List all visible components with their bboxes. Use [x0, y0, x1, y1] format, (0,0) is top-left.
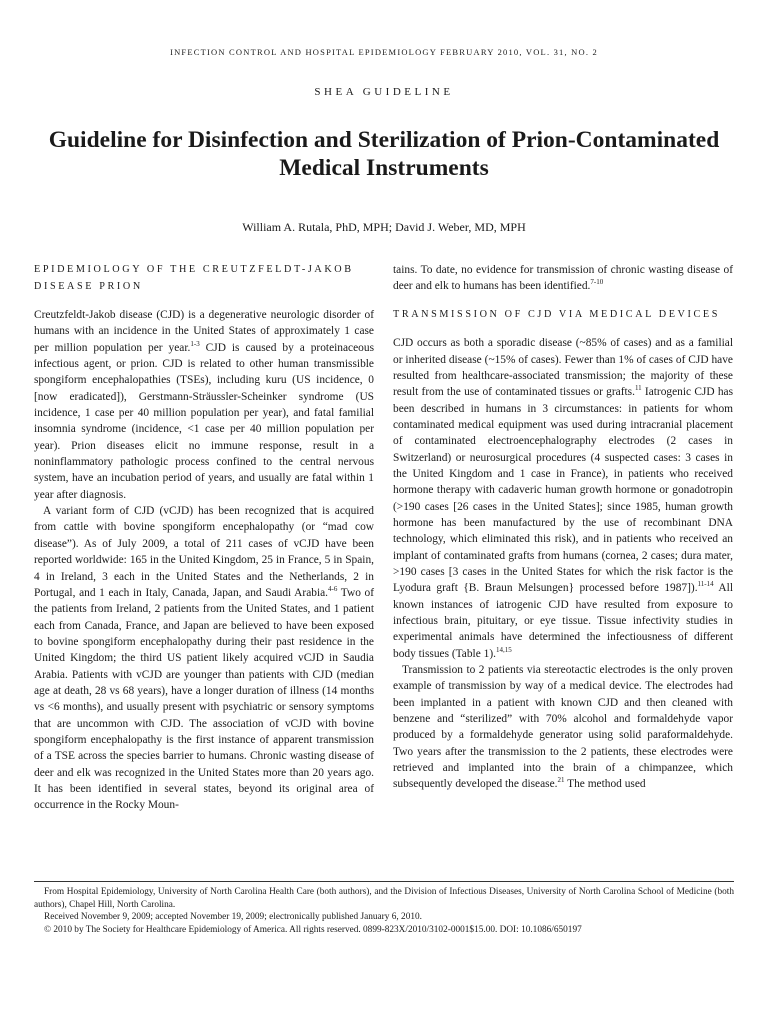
- body-paragraph: [34, 307, 374, 503]
- reference-superscript: 4-6: [328, 584, 338, 593]
- reference-superscript: 7-10: [590, 278, 604, 287]
- footnote-divider: [34, 881, 734, 882]
- paragraph-text: Transmission to 2 patients via stereotactic electrodes is the only proven example of transmission by way of a medical device. The electrodes had been implanted in a patient with known CJD and then cleaned with benzene and “sterilized” with 70% alcohol and formaldehyde vapor produced by a formaldehyde generator using solid paraformaldehyde. Two years after the transmission to the 2 patients, these electrodes were retrieved and implanted into the brain of a chimpanzee, which subsequently developed the disease.: [393, 664, 733, 791]
- paragraph-text: All known instances of iatrogenic CJD have resulted from exposure to infectious brain, pituitary, or eye tissue. Tissue infectivity studies in experimental animals have determined the infectiousness of different body tissues (Table 1).: [393, 582, 733, 660]
- reference-superscript: 11: [634, 384, 642, 393]
- paragraph-text: The method used: [564, 778, 646, 791]
- paragraph-text: A variant form of CJD (vCJD) has been recognized that is acquired from cattle with bovine spongiform encephalopathy (or “mad cow disease”). As of July 2009, a total of 211 cases of vCJD have been reported worldwide: 165 in the United Kingdom, 25 in France, 5 in Spain, 4 in Ireland, 3 each in the United States and the Netherlands, 2 in Portugal, and 1 each in Italy, Canada, Japan, and Saudi Arabia.: [34, 505, 374, 599]
- paragraph-text: Iatrogenic CJD has been described in humans in 3 circumstances: in patients for whom contaminated medical equipment was used during intracranial placement of contaminated electroencephalography electrodes (2 cases in Switzerland) or neurosurgical procedures (4 suspected cases: 3 cases in the United Kingdom and 1 case in France), in patients who received hormone therapy with cadaveric human growth hormone or gonadotropin (>190 cases [26 cases in the United States]; since 1985, human growth hormone has been manufactured by the use of recombinant DNA technology, which eliminated this risk), and in patients who received an implant of contaminated grafts from humans (cornea, 2 cases; dura mater, >190 cases [3 cases in the United States for which the risk factor is the Lyodura graft {B. Braun Melsungen} processed before 1987]).: [393, 386, 734, 595]
- paragraph-text: CJD occurs as both a sporadic disease (~85% of cases) and as a familial or inherited disease (~15% of cases). Fewer than 1% of cases of CJD have resulted from healthcare-associated transmission; the majority of these result from the use of contaminated tissues or grafts.: [393, 337, 733, 399]
- footnote-copyright: © 2010 by The Society for Healthcare Epidemiology of America. All rights reserved. 0899-823X/2010/3102-0001$15.00. DOI: 10.1086/650197: [44, 924, 582, 935]
- reference-superscript: 14,15: [495, 645, 512, 654]
- reference-superscript: 11-14: [697, 580, 714, 589]
- right-column: [393, 262, 733, 793]
- body-paragraph: [393, 662, 733, 793]
- footnotes: [34, 886, 734, 936]
- author-line: William A. Rutala, PhD, MPH; David J. Weber, MD, MPH: [242, 220, 526, 234]
- paragraph-text: Two of the patients from Ireland, 2 patients from the United States, and 1 patient each from Canada, France, and Japan are believed to have been exposed to bovine spongiform encephalopathy during their past residence in the United Kingdom; the third US patient likely acquired vCJD in Saudia Arabia. Patients with vCJD are younger than patients with CJD (median age at death, 28 vs 68 years), have a longer duration of illness (14 months vs <6 months), and usually present with psychiatric or sensory symptoms that are uncommon with CJD. The association of vCJD with bovine spongiform encephalopathy is the first instance of apparent transmission of a TSE across the species barrier to humans. Chronic wasting disease of deer and elk was recognized in the United States more than 20 years ago. It has been identified in several states, beyond its original area of occurrence in the Rocky Moun-: [34, 586, 375, 812]
- reference-superscript: 1-3: [190, 339, 200, 348]
- article-title: Guideline for Disinfection and Sterilization of Prion-Contaminated Medical Instruments: [48, 127, 720, 181]
- body-paragraph: [34, 503, 374, 814]
- section-label: SHEA GUIDELINE: [314, 86, 454, 98]
- paragraph-text: Creutzfeldt-Jakob disease (CJD) is a degenerative neurologic disorder of humans with an incidence in the United States of approximately 1 case per million population per year.: [34, 309, 374, 354]
- reference-superscript: 21: [557, 776, 565, 785]
- body-paragraph: [393, 262, 733, 295]
- body-paragraph: [393, 335, 733, 662]
- paragraph-text: tains. To date, no evidence for transmission of chronic wasting disease of deer and elk to humans has been identified.: [393, 264, 733, 293]
- left-column: [34, 262, 374, 814]
- footnote-received: Received November 9, 2009; accepted November 19, 2009; electronically published January 6, 2010.: [44, 912, 422, 923]
- running-head: INFECTION CONTROL AND HOSPITAL EPIDEMIOLOGY FEBRUARY 2010, VOL. 31, NO. 2: [170, 47, 598, 57]
- section-heading-epidemiology: EPIDEMIOLOGY OF THE CREUTZFELDT-JAKOB DISEASE PRION: [34, 264, 354, 292]
- section-heading-transmission: TRANSMISSION OF CJD VIA MEDICAL DEVICES: [393, 308, 720, 320]
- paragraph-text: CJD is caused by a proteinaceous infectious agent, or prion. CJD is related to other human transmissible spongiform encephalopathies (TSEs), including kuru (US incidence, 0 [now eradicated]), Gerstmann-Sträussler-Scheinker syndrome (US incidence, 1 case per 40 million population per year), and fatal familial insomnia syndrome (incidence, <1 case per 40 million population per year). Prion diseases elicit no immune response, result in a noninflammatory pathologic process confined to the central nervous system, have an incubation period of years, and usually are fatal within 1 year after diagnosis.: [34, 341, 374, 501]
- footnote-affiliation: From Hospital Epidemiology, University of North Carolina Health Care (both authors), and the Division of Infectious Diseases, University of North Carolina School of Medicine (both authors), Chapel Hill, North Carolina.: [34, 887, 734, 910]
